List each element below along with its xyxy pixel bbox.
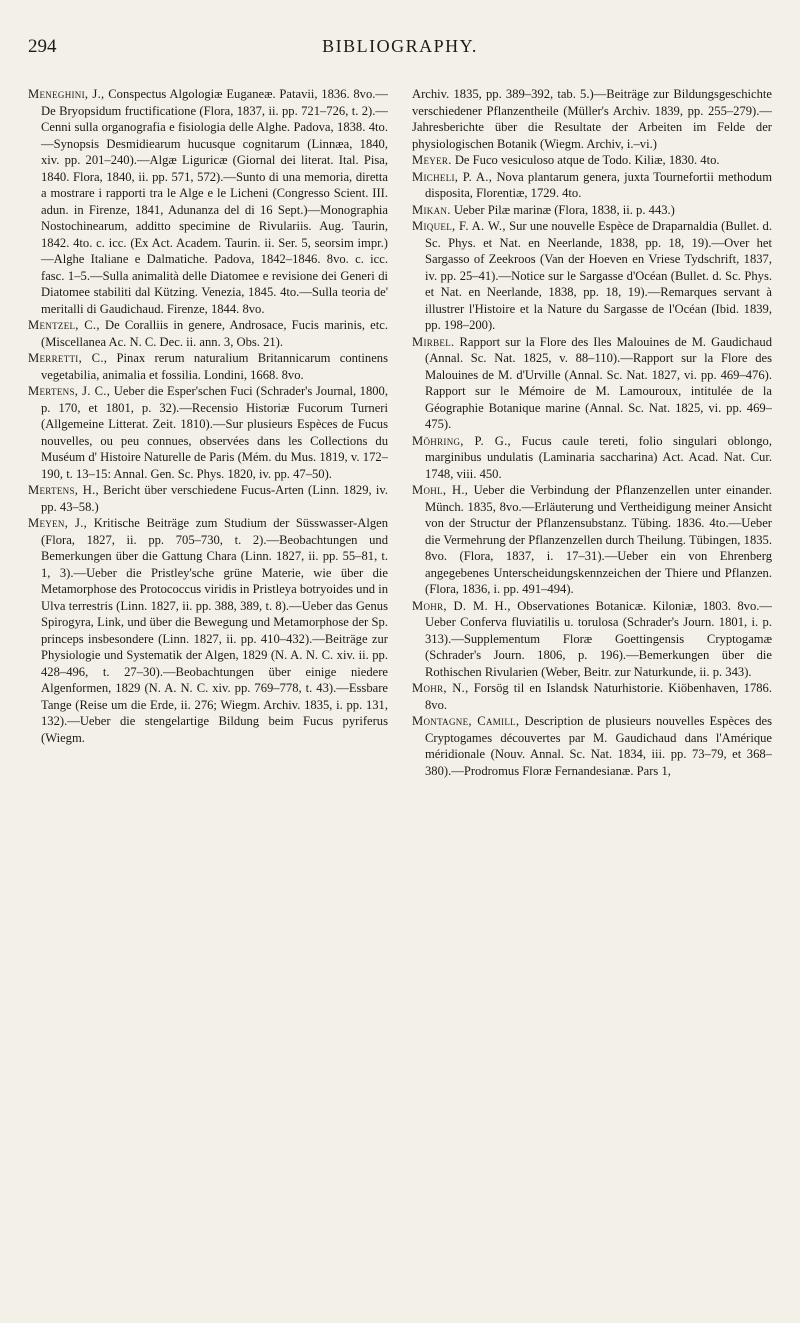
entry-author: Merretti, C.,: [28, 351, 108, 365]
entry-author: Montagne, Camill,: [412, 714, 520, 728]
page-header: [28, 36, 772, 66]
page-number: 294: [28, 36, 57, 57]
entry-text: Kritische Beiträge zum Studium der Süsswasser-Algen (Flora, 1827, ii. pp. 705–730, t. 2).—Beobachtungen und Bemerkungen über die Gattung Chara (Linn. 1827, ii. pp. 55–81, t. 1, 3).—Ueber die Pristley'sche grüne Materie, wie über die Metamorphose des Protococcus viridis in Pristleya botryoides und in Ulva terrestris (Linn. 1827, ii. pp. 388, 389, t. 8).—Ueber das Genus Spirogyra, Link, und über die Bewegung und Metamorphose der Sp. princeps insbesondere (Linn. 1827, ii. pp. 410–432).—Beiträge zur Physiologie und Systematik der Algen, 1829 (N. A. N. C. xiv. ii. pp. 428–496, t. 27–30).—Beobachtungen über einige niedere Algenformen, 1829 (N. A. N. C. xiv. pp. 769–778, t. 43).—Essbare Tange (Reise um die Erde, ii. 276; Wiegm. Archiv. 1835, i. pp. 131, 132).—Ueber die stengelartige Bildung beim Fucus pyriferus (Wiegm.: [41, 516, 388, 745]
bibliography-entry: [28, 383, 388, 482]
entry-text: De Coralliis in genere, Androsace, Fucis marinis, etc. (Miscellanea Ac. N. C. Dec. ii. ann. 3, Obs. 21).: [41, 318, 388, 349]
bibliography-entry: [412, 152, 772, 169]
bibliography-entry: [28, 317, 388, 350]
entry-text: Pinax rerum naturalium Britannicarum continens vegetabilia, animalia et fossilia. Londini, 1668. 8vo.: [41, 351, 388, 382]
entry-text: Nova plantarum genera, juxta Tournefortii methodum disposita, Florentiæ, 1729. 4to.: [425, 169, 772, 200]
bibliography-entry: [412, 680, 772, 713]
entry-author: Meneghini, J.,: [28, 87, 105, 101]
bibliography-entry: [412, 713, 772, 779]
running-title: BIBLIOGRAPHY.: [322, 36, 478, 56]
entry-author: Meyen, J.,: [28, 516, 88, 530]
entry-text: Forsög til en Islandsk Naturhistorie. Kiöbenhaven, 1786. 8vo.: [425, 681, 772, 712]
entry-author: Mertens, H.,: [28, 483, 99, 497]
entry-author: Mentzel, C.,: [28, 318, 100, 332]
bibliography-entry: [412, 598, 772, 681]
entry-text: Sur une nouvelle Espèce de Draparnaldia (Bullet. d. Sc. Phys. et Nat. en Neerlande, 1838, pp. 18, 19).—Over het Sargasso of Zeekroos (Van der Hoeven en Vriese Tydschrift, 1837, iv. pp. 25–41).—Notice sur le Sargasse d'Océan (Bullet. d. Sc. Phys. et Nat. en Neerlande, 1838, pp. 18, 19).—Remarques servant à illustrer l'Histoire et la Nature du Sargasse de l'Océan (Ibid. 1839, pp. 198–200).: [425, 219, 772, 332]
entry-author: Mohr, N.,: [412, 681, 469, 695]
entry-author: Mertens, J. C.,: [28, 384, 111, 398]
entry-text: Ueber die Verbindung der Pflanzenzellen unter einander. Münch. 1835, 8vo.—Erläuterung und Vertheidigung meiner Ansicht von der Structur der Pflanzensubstanz. Tübing. 1836. 4to.—Ueber die Vermehrung der Pflanzenzellen durch Theilung. Tübingen, 1835. 8vo. (Flora, 1837, i. 17–31).—Ueber ein von Ehrenberg angegebenes Unterscheidungskennzeichen der Thiere und Pflanzen. (Flora, 1836, i. pp. 491–494).: [425, 483, 772, 596]
bibliography-entry: [28, 482, 388, 515]
bibliography-entry: [28, 350, 388, 383]
entry-text: Bericht über verschiedene Fucus-Arten (Linn. 1829, iv. pp. 43–58.): [41, 483, 388, 514]
entry-author: Mohr, D. M. H.,: [412, 598, 511, 613]
bibliography-entry: [412, 433, 772, 483]
left-column: [28, 86, 388, 1311]
entry-author: Mikan.: [412, 202, 451, 217]
entry-text: Fucus caule tereti, folio singulari oblongo, marginibus undulatis (Laminaria saccharina) Act. Acad. Nat. Cur. 1748, viii. 450.: [425, 433, 772, 481]
entry-text: Conspectus Algologiæ Euganeæ. Patavii, 1836. 8vo.—De Bryopsidum fructificatione (Flora, 1837, ii. pp. 721–726, t. 2).—Cenni sulla organografia e fisiologia delle Alghe. Padova, 1838. 4to.—Synopsis Desmidiearum hucusque cognitarum (Linnæa, 1840, xiv. pp. 201–240).—Algæ Liguricæ (Giornal dei literat. Ital. Pisa, 1840. Flora, 1840, ii. pp. 571, 572).—Sunto di una memoria, diretta a mostrare i rapporti tra le Alge e le Licheni (Congresso Scient. III. adun. in Firenze, 1841, Adunanza del di 16 Sept.)—Monographia Nostochinearum, additto specimine de Rivulariis. Aug. Taurin, 1842. 4to. c. icc. (Ex Act. Academ. Taurin. ii. Ser. 5, seorsim impr.)—Alghe Italiane e Dalmatiche. Padova, 1842–1846. 8vo. c. icc. fasc. 1–5.—Sulla animalità delle Diatomee e revisione dei Generi di Diatomee stabiliti dal Kützing. Venezia, 1845. 4to.—Sulla teoria de' meritalli di Gaudichaud. Firenze, 1844. 8vo.: [41, 87, 388, 316]
right-column: [412, 86, 772, 1311]
entry-author: Mohl, H.,: [412, 483, 469, 497]
entry-author: Meyer.: [412, 153, 452, 167]
entry-text: Archiv. 1835, pp. 389–392, tab. 5.)—Beiträge zur Bildungsgeschichte verschiedener Pflanzentheile (Müller's Archiv. 1839, pp. 255–279).—Jahresberichte über die Resultate der Arbeiten im Felde der physiologischen Botanik (Wiegm. Archiv, i.–vi.): [412, 87, 772, 151]
bibliography-entry: [412, 169, 772, 202]
bibliography-entry: [412, 482, 772, 598]
bibliography-entry: [28, 515, 388, 746]
bibliography-entry: [412, 202, 772, 219]
entry-text: Ueber Pilæ marinæ (Flora, 1838, ii. p. 443.): [453, 202, 675, 217]
bibliography-entry: [412, 334, 772, 433]
entry-author: Möhring, P. G.,: [412, 433, 511, 448]
bibliography-entry-continued: [412, 86, 772, 152]
entry-text: Description de plusieurs nouvelles Espèces des Cryptogames découvertes par M. Gaudichaud dans l'Amérique méridionale (Nouv. Annal. Sc. Nat. 1834, iii. pp. 73–79, et 368–380).—Prodromus Floræ Fernandesianæ. Pars 1,: [425, 714, 772, 778]
bibliography-entry: [412, 218, 772, 334]
entry-text: De Fuco vesiculoso atque de Todo. Kiliæ, 1830. 4to.: [454, 153, 720, 167]
text-columns: [28, 86, 772, 1311]
entry-text: Rapport sur la Flore des Iles Malouines de M. Gaudichaud (Annal. Sc. Nat. 1825, v. 88–110).—Rapport sur la Flore des Malouines de M. d'Urville (Annal. Sc. Nat. 1827, vi. pp. 469–476). Rapport sur le Mémoire de M. Lamouroux, intitulée de la Géographie Botanique marine (Annal. Sc. Nat. 1825, vi. pp. 469–475).: [425, 334, 772, 431]
entry-author: Mirbel.: [412, 334, 455, 349]
entry-text: Observationes Botanicæ. Kiloniæ, 1803. 8vo.—Ueber Conferva fluviatilis u. torulosa (Schrader's Journ. 1801, i. p. 313).—Supplementum Floræ Goettingensis Cryptogamæ (Schrader's Journ. 1806, p. 196).—Bemerkungen über die Rothischen Rivularien (Weber, Beitr. zur Naturkunde, ii. p. 343).: [425, 598, 772, 679]
entry-text: Ueber die Esper'schen Fuci (Schrader's Journal, 1800, p. 170, et 1801, p. 32).—Recensio Historiæ Fucorum Turneri (Allgemeine Litterat. Zeit. 1810).—Sur plusieurs Espèces de Fucus nouvelles, ou peu connues, observées dans les Collections du Muséum d' Histoire Naturelle de Paris (Mém. du Mus. 1819, v. 172–190, t. 13–15: Annal. Gen. Sc. Phys. 1820, iv. pp. 47–50).: [41, 384, 388, 481]
entry-author: Miquel, F. A. W.,: [412, 219, 506, 233]
bibliography-entry: [28, 86, 388, 317]
entry-author: Micheli, P. A.,: [412, 169, 493, 184]
